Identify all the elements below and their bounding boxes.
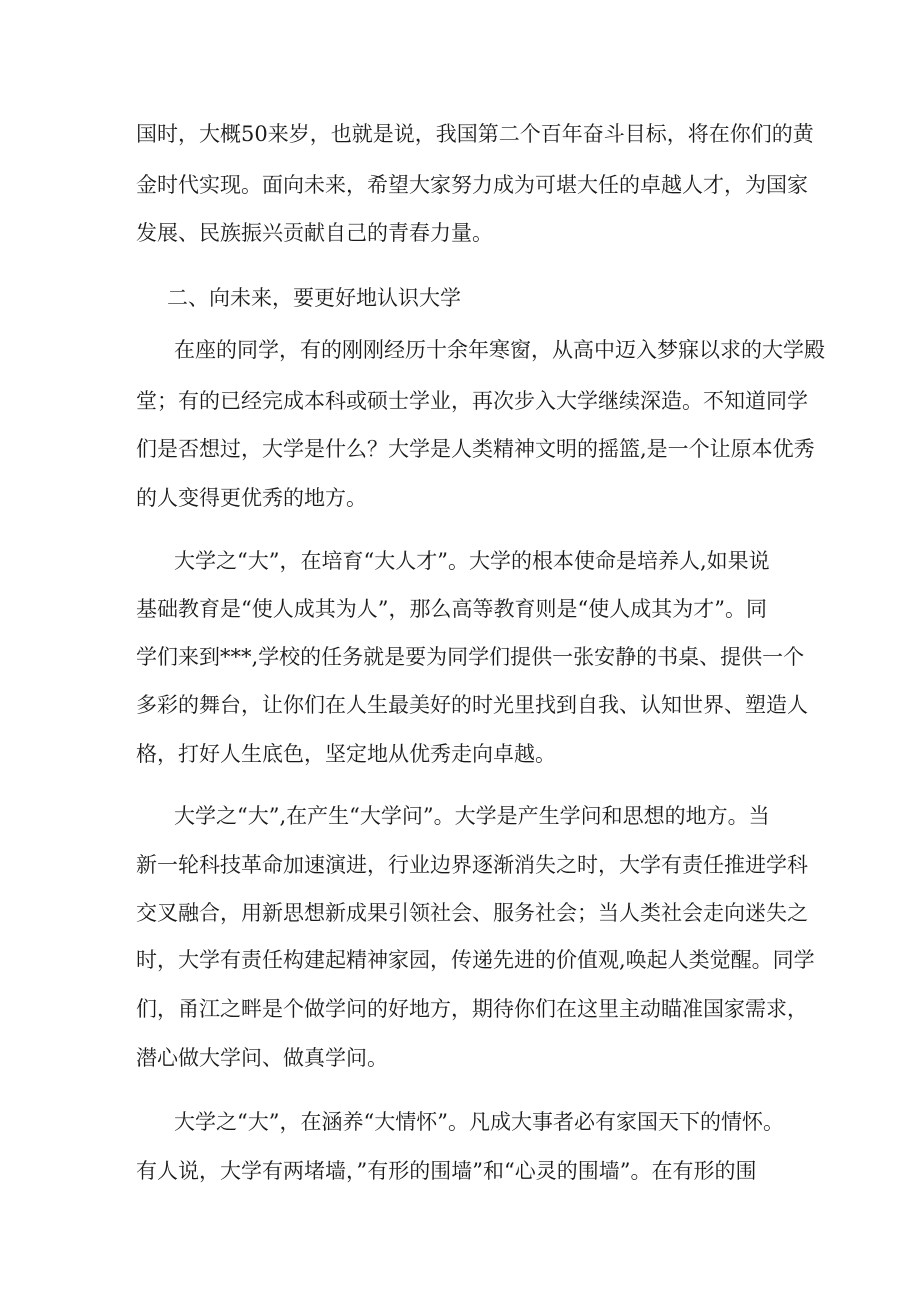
text-line: 的人变得更优秀的地方。 xyxy=(136,486,367,510)
section-heading: 二、向未来，要更好地认识大学 xyxy=(167,286,461,310)
text-line: 们是否想过，大学是什么？大学是人类精神文明的摇篮,是一个让原本优秀 xyxy=(136,437,815,461)
text-line: 格，打好人生底色，坚定地从优秀走向卓越。 xyxy=(136,742,556,766)
text-line: 国时，大概50来岁，也就是说，我国第二个百年奋斗目标，将在你们的黄 xyxy=(136,122,814,146)
text-line: 堂；有的已经完成本科或硕士学业，再次步入大学继续深造。不知道同学 xyxy=(136,389,808,413)
text-line: 有人说，大学有两堵墙，”有形的围墙”和“心灵的围墙”。在有形的围 xyxy=(136,1159,757,1183)
text-line: 金时代实现。面向未来，希望大家努力成为可堪大任的卓越人才，为国家 xyxy=(136,173,808,197)
text-line: 多彩的舞台，让你们在人生最美好的时光里找到自我、认知世界、塑造人 xyxy=(136,693,808,717)
text-line: 发展、民族振兴贡献自己的青春力量。 xyxy=(136,221,493,245)
text-line: 大学之“大”，在涵养“大情怀”。凡成大事者必有家国天下的情怀。 xyxy=(174,1110,784,1134)
text-line: 在座的同学，有的刚刚经历十余年寒窗，从高中迈入梦寐以求的大学殿 xyxy=(174,338,825,362)
text-line: 交叉融合，用新思想新成果引领社会、服务社会；当人类社会走向迷失之 xyxy=(136,901,808,925)
text-line: 基础教育是“使人成其为人”，那么高等教育则是“使人成其为才”。同 xyxy=(136,597,767,621)
text-line: 大学之“大”,在产生“大学问”。大学是产生学问和思想的地方。当 xyxy=(174,804,770,828)
text-line: 学们来到***,学校的任务就是要为同学们提供一张安静的书桌、提供一个 xyxy=(136,645,805,669)
text-line: 大学之“大”，在培育“大人才”。大学的根本使命是培养人,如果说 xyxy=(174,549,770,573)
text-line: 潜心做大学问、做真学问。 xyxy=(136,1046,388,1070)
text-line: 们，甬江之畔是个做学问的好地方，期待你们在这里主动瞄准国家需求， xyxy=(136,997,808,1021)
text-line: 新一轮科技革命加速演进，行业边界逐渐消失之时，大学有责任推进学科 xyxy=(136,853,808,877)
text-line: 时，大学有责任构建起精神家园，传递先进的价值观,唤起人类觉醒。同学 xyxy=(136,948,815,972)
